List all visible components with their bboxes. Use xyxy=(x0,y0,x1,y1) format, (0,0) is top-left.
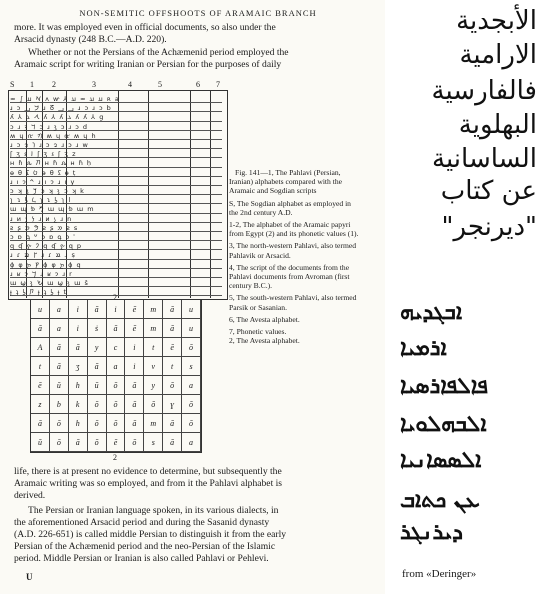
caption-item: 3, The north-western Pahlavi, also termed Pahlavik or Arsacid. xyxy=(229,241,357,260)
table-cell: ā xyxy=(50,357,69,376)
source-credit: from «Deringer» xyxy=(402,568,477,580)
table-cell: b xyxy=(50,395,69,414)
table-cell: ē xyxy=(107,433,126,452)
table-cell: k xyxy=(69,395,88,414)
syriac-line: ܥܢ ܟܬܐܒ xyxy=(400,488,480,513)
table-cell: ō xyxy=(182,338,201,357)
table-cell: i xyxy=(107,300,126,319)
table-row: ʜ ɦ 𐡇 𐭧 ʜ ɦ 𐭧 ʜ ɦ ḥ xyxy=(10,159,93,168)
table-cell: h xyxy=(69,414,88,433)
body-text-line: (A.D. 226-651) is called middle Persian to distinguish it from the early xyxy=(14,529,287,540)
table-cell: a xyxy=(182,376,201,395)
table-row: ɯ ϣ 𐡔 𐭪 ɯ ϣ 𐭪 ɯ š xyxy=(10,279,89,287)
table-cell: ē xyxy=(163,338,182,357)
alphabet-comparison-table xyxy=(8,80,226,300)
table-row: ʅ ɿ 𐡋 𐭫 ʅ ɿ 𐭫 ʅ l xyxy=(10,196,72,205)
table-cell: ā xyxy=(69,338,88,357)
table-row: ɔ ʞ 𐡊 𐭪 ɔ ʞ 𐭪 ɔ ʞ k xyxy=(10,187,85,195)
table-cell: ā xyxy=(163,300,182,319)
table-cell: ā xyxy=(88,357,107,376)
table-cell: a xyxy=(50,319,69,338)
body-text-line: derived. xyxy=(14,490,46,501)
table-cell: ō xyxy=(50,433,69,452)
table-row: ɋ ʠ 𐡐 𐭰 ɋ ʠ 𐭰 ɋ p xyxy=(10,242,83,251)
table-cell: s xyxy=(144,433,163,452)
table-cell: ō xyxy=(88,433,107,452)
table-row: ɔ ɹ 𐡃 𐭣 ɔ ɹ 𐭣 ɔ ɹ ɔ d xyxy=(10,122,89,131)
table-cell: ŭ xyxy=(50,376,69,395)
table-cell: y xyxy=(88,338,107,357)
avesta-grid xyxy=(30,299,202,453)
table-cell: t xyxy=(163,357,182,376)
table-row: ɹ ʁ 𐡓 𐭩 ɹ ʁ 𐭩 ɹ r xyxy=(10,269,73,278)
table-cell: m xyxy=(144,414,163,433)
table-cell: ā xyxy=(163,433,182,452)
arabic-line: فالفارسية xyxy=(431,76,537,106)
syriac-line: ܦܐܠܦܐܪܣܝܐ xyxy=(400,374,488,399)
table-cell: u xyxy=(182,319,201,338)
table-cell: ō xyxy=(50,414,69,433)
table-cell: c xyxy=(107,338,126,357)
table-row: ʍ ɥ 𐡄 𐭤 ʍ ɥ 𐭤 ʍ ɥ h xyxy=(10,131,97,140)
table-cell: ō xyxy=(107,414,126,433)
table-cell: ā xyxy=(69,433,88,452)
figure-caption xyxy=(229,168,359,339)
body-text-line: Persian of the Achæmenid period and the neo-Persian of the Islamic xyxy=(14,541,276,552)
body-text-line: Aramaic writing was so employed, and from it the Pahlavi alphabet is xyxy=(14,478,283,489)
table-cell: s xyxy=(182,357,201,376)
column-header: 4 xyxy=(128,80,132,89)
arabic-line: "ديرنجر" xyxy=(441,212,537,242)
table-cell: i xyxy=(125,357,144,376)
caption-title: Fig. 141—1, The Pahlavi (Persian, Iranian) alphabets compared with the Aramaic and Sogdian scripts xyxy=(229,168,343,196)
table-cell: a xyxy=(107,357,126,376)
table-cell: ā xyxy=(125,414,144,433)
caption-item: 4, The script of the documents from the Pahlavi documents from Avroman (first century B.C.). xyxy=(229,262,350,291)
arabic-line: عن كتاب xyxy=(440,176,537,206)
body-text-line: Arsacid dynasty (248 B.C.—A.D. 220). xyxy=(14,34,167,45)
column-header: 6 xyxy=(196,80,200,89)
table-cell: y xyxy=(144,376,163,395)
table-cell: ō xyxy=(144,395,163,414)
body-text-line: life, there is at present no evidence to determine, but subsequently the xyxy=(14,466,282,477)
table-cell: i xyxy=(125,338,144,357)
table-cell: ō xyxy=(107,395,126,414)
syriac-line: ܐܠܣܣܐܢܝܐ xyxy=(400,448,482,473)
table-cell: ē xyxy=(125,300,144,319)
caption-item: 5, The south-western Pahlavi, also termed Parsik or Sasanian. xyxy=(229,293,357,312)
avesta-alphabet-table xyxy=(30,293,200,463)
table-row: ɹ ɾ 𐡑 𐭱 ɹ ɾ 𐭱 ɹ ṣ xyxy=(10,251,76,260)
table-row: ɔ ɒ 𐡏 𐭯 ɔ ɒ 𐭯 ɔ ʿ xyxy=(10,233,77,241)
table-row: ɟ ʇ 𐡕 𐭫 ɟ ʇ 𐭫 ɟ t xyxy=(10,288,68,297)
column-header: S xyxy=(10,80,15,89)
table-row: ɹ ı 𐡉 𐭩 ɹ ı 𐭩 ɹ ı y xyxy=(10,177,76,186)
table-cell: u xyxy=(31,300,50,319)
table-cell: u xyxy=(182,300,201,319)
table-cell: ō xyxy=(107,376,126,395)
table-row: ʎ ⅄ 𐡂 𐭢 ʎ ⅄ ʎ 𐭢 ʎ ʎ ⅄ g xyxy=(10,113,105,122)
table-cell: i xyxy=(69,300,88,319)
table-row: ɸ φ 𐡒 𐭲 ɸ φ 𐭲 ɸ q xyxy=(10,260,82,269)
table-cell: m xyxy=(144,319,163,338)
body-text-line: The Persian or Iranian language spoken, in its various dialects, in xyxy=(28,505,279,516)
table-cell: h xyxy=(69,376,88,395)
column-header: 7 xyxy=(216,80,220,89)
body-text-line: period. Middle Persian or Iranian is also called Pahlavi or Pehlevi. xyxy=(14,553,269,564)
table-cell: ā xyxy=(107,319,126,338)
syriac-line: ܐܪܡܝܐ xyxy=(400,336,447,361)
table-cell: a xyxy=(50,300,69,319)
body-text-line: Whether or not the Persians of the Achæmenid period employed the xyxy=(28,47,289,58)
table-cell: i xyxy=(69,319,88,338)
table-cell: ā xyxy=(88,300,107,319)
table-row: ɹ ᴎ 𐡍 𐭭 ɹ ᴎ 𐭭 ɹ n xyxy=(10,214,73,223)
caption-item: 6, The Avesta alphabet. xyxy=(229,314,300,324)
table-row: ƨ ʂ 𐡎 𐭮 ƨ ʂ 𐭮 ƨ s xyxy=(10,223,79,232)
table-cell: ā xyxy=(50,338,69,357)
caption-item: S, The Sogdian alphabet as employed in the 2nd century A.D. xyxy=(229,198,351,217)
arabic-line: الارامية xyxy=(459,40,537,70)
table-row: ʃ ʒ 𐡆 𐭦 ʃ ʒ 𐭦 ʃ ʒ z xyxy=(10,150,77,159)
table-cell: t xyxy=(144,338,163,357)
table-cell: v xyxy=(144,357,163,376)
body-text-line: Aramaic script for writing Iranian or Persian for the purposes of daily xyxy=(14,59,282,70)
table-cell: ō xyxy=(182,395,201,414)
caption-item: 7, Phonetic values. xyxy=(229,327,287,337)
table-row: ɹ ɔ 𐡁 𐭡 ɹ ᘔ 𐭡 𐭡 ɹ ɔ ɹ ɔ b xyxy=(10,104,112,113)
table-row: ɹ ɔ 𐡅 𐭥 ɹ ɔ 𐭥 ɹ ɔ ɹ w xyxy=(10,141,89,149)
caption-second-table: 2, The Avesta alphabet. xyxy=(229,336,300,345)
table-cell: m xyxy=(144,300,163,319)
table-cell: ū xyxy=(88,376,107,395)
table-cell: ō xyxy=(163,376,182,395)
table-row: ɯ ɰ 𐡌 𐭬 ɯ ɰ 𐭬 ɯ m xyxy=(10,205,95,214)
table-cell: ā xyxy=(31,414,50,433)
table-cell: a xyxy=(182,433,201,452)
table-row: ɵ θ 𐡈 𐭨 ɵ θ 𐭨 ɵ ṭ xyxy=(10,168,77,177)
running-head: NON-SEMITIC OFFSHOOTS OF ARAMAIC BRANCH xyxy=(79,8,317,18)
column-header: 3 xyxy=(92,80,96,89)
table-cell: ɣ xyxy=(163,395,182,414)
table-cell: ŭ xyxy=(31,433,50,452)
table-cell: ē xyxy=(31,376,50,395)
table-row: ≈ ∫ 𐡀 𐭠 ʌ ⱳ ⅄ 𐭠 𐭠 ≈ 𐭠 ʀ a xyxy=(10,95,120,103)
arabic-line: الساسانية xyxy=(432,144,537,174)
table-cell: t xyxy=(31,357,50,376)
table-cell: ā xyxy=(163,319,182,338)
table-cell: ō xyxy=(88,414,107,433)
body-text-line: more. It was employed even in official documents, so also under the xyxy=(14,22,276,33)
column-header: 2 xyxy=(52,80,56,89)
table-cell: ā xyxy=(125,395,144,414)
table-cell: ē xyxy=(125,319,144,338)
arabic-line: البهلوية xyxy=(458,110,537,140)
syriac-line: ܕܝܪܢܓܪ xyxy=(400,520,464,545)
arabic-line: الأبجدية xyxy=(456,6,537,36)
column-header: 5 xyxy=(158,80,162,89)
table-number: 2 xyxy=(113,453,117,462)
page-signature: U xyxy=(26,572,33,582)
column-header: 1 xyxy=(30,80,34,89)
table-cell: ā xyxy=(31,319,50,338)
table-cell: ō xyxy=(88,395,107,414)
table-cell: ō xyxy=(182,414,201,433)
body-text-line: the aforementioned Arsacid period and during the Sasanid dynasty xyxy=(14,517,270,528)
table-cell: A xyxy=(31,338,50,357)
table-cell: ʒ xyxy=(69,357,88,376)
syriac-line: ܐܒܓܕܝܗ xyxy=(400,300,463,325)
table-cell: ṡ xyxy=(88,319,107,338)
table-number: 2 xyxy=(113,293,117,302)
syriac-line: ܐܠܒܗܠܘܝܐ xyxy=(400,412,487,437)
caption-item: 1-2, The alphabet of the Aramaic papyri from Egypt (2) and its phonetic values (1). xyxy=(229,220,359,239)
table-cell: ō xyxy=(125,433,144,452)
table-cell: ā xyxy=(163,414,182,433)
table-cell: ā xyxy=(125,376,144,395)
table-cell: z xyxy=(31,395,50,414)
